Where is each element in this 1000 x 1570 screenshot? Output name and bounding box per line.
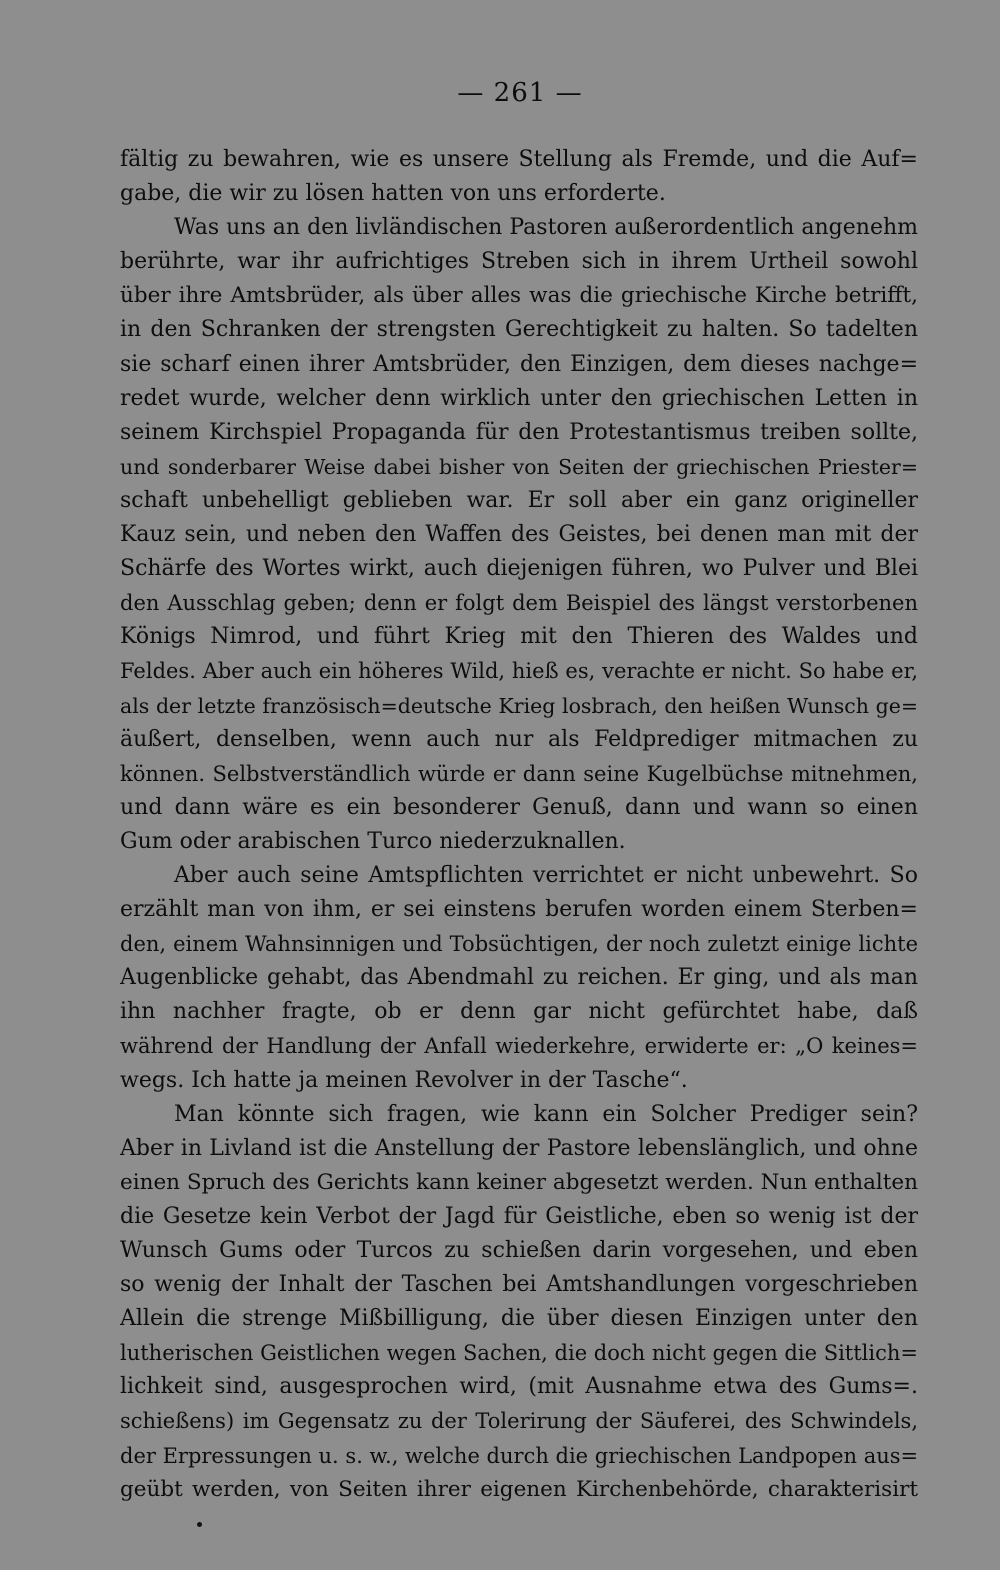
text-line: während der Handlung der Anfall wiederkehre, erwiderte er: „O keines= [120, 1034, 918, 1059]
text-line: schießens) im Gegensatz zu der Tolerirung der Säuferei, des Schwindels, [120, 1409, 918, 1434]
text-line: als der letzte französisch=deutsche Krieg losbrach, den heißen Wunsch ge= [120, 693, 918, 718]
text-line: sie scharf einen ihrer Amtsbrüder, den Einzigen, dem dieses nachge= [120, 351, 918, 377]
text-line: lutherischen Geistlichen wegen Sachen, die doch nicht gegen die Sittlich= [120, 1341, 918, 1366]
text-line: den, einem Wahnsinnigen und Tobsüchtigen, der noch zuletzt einige lichte [120, 932, 918, 957]
ink-speck [197, 1522, 202, 1527]
text-line: Feldes. Aber auch ein höheres Wild, hieß es, verachte er nicht. So habe er, [120, 659, 918, 684]
text-line: berührte, war ihr aufrichtiges Streben sich in ihrem Urtheil sowohl [120, 249, 918, 275]
text-line: Wunsch Gums oder Turcos zu schießen darin vorgesehen, und eben [120, 1238, 918, 1263]
text-line: die Gesetze kein Verbot der Jagd für Geistliche, eben so wenig ist der [120, 1203, 918, 1229]
text-line: Allein die strenge Mißbilligung, die über diesen Einzigen unter den [120, 1306, 918, 1332]
text-line: Gum oder arabischen Turco niederzuknallen. [120, 828, 626, 854]
text-line: Aber in Livland ist die Anstellung der Pastore lebenslänglich, und ohne [120, 1135, 918, 1161]
text-line: fältig zu bewahren, wie es unsere Stellung als Fremde, und die Auf= [120, 147, 918, 172]
text-line: über ihre Amtsbrüder, als über alles was die griechische Kirche betrifft, [120, 283, 918, 309]
page-number: — 261 — [457, 78, 583, 108]
text-line: einen Spruch des Gerichts kann keiner abgesetzt werden. Nun enthalten [120, 1169, 918, 1195]
text-line: geübt werden, von Seiten ihrer eigenen Kirchenbehörde, charakterisirt [120, 1476, 918, 1502]
text-line: schaft unbehelligt geblieben war. Er soll aber ein ganz origineller [120, 487, 918, 513]
text-line: lichkeit sind, ausgesprochen wird, (mit Ausnahme etwa des Gums=. [120, 1374, 918, 1400]
text-line: können. Selbstverständlich würde er dann seine Kugelbüchse mitnehmen, [120, 761, 918, 786]
text-line: gabe, die wir zu lösen hatten von uns erforderte. [120, 181, 666, 207]
text-line: Schärfe des Wortes wirkt, auch diejenigen führen, wo Pulver und Blei [120, 556, 918, 582]
text-line: äußert, denselben, wenn auch nur als Feldprediger mitmachen zu [120, 726, 918, 752]
text-line: Königs Nimrod, und führt Krieg mit den Thieren des Waldes und [120, 624, 918, 650]
text-line: Man könnte sich fragen, wie kann ein Solcher Prediger sein? [174, 1101, 918, 1127]
text-line: Aber auch seine Amtspflichten verrichtet er nicht unbewehrt. So [174, 862, 918, 888]
text-line: der Erpressungen u. s. w., welche durch die griechischen Landpopen aus= [120, 1443, 918, 1468]
text-line: Was uns an den livländischen Pastoren außerordentlich angenehm [174, 215, 918, 241]
text-line: den Ausschlag geben; denn er folgt dem Beispiel des längst verstorbenen [120, 591, 918, 616]
text-line: und dann wäre es ein besonderer Genuß, dann und wann so einen [120, 794, 918, 820]
text-line: in den Schranken der strengsten Gerechtigkeit zu halten. So tadelten [120, 317, 918, 343]
text-line: erzählt man von ihm, er sei einstens berufen worden einem Sterben= [120, 897, 918, 923]
text-line: ihn nachher fragte, ob er denn gar nicht gefürchtet habe, daß [120, 999, 918, 1025]
body-text [120, 143, 918, 1507]
text-line: so wenig der Inhalt der Taschen bei Amtshandlungen vorgeschrieben [120, 1272, 918, 1298]
text-line: Augenblicke gehabt, das Abendmahl zu reichen. Er ging, und als man [120, 965, 918, 991]
text-line: und sonderbarer Weise dabei bisher von Seiten der griechischen Priester= [120, 454, 918, 479]
text-line: redet wurde, welcher denn wirklich unter den griechischen Letten in [120, 385, 918, 411]
text-line: seinem Kirchspiel Propaganda für den Protestantismus treiben sollte, [120, 419, 918, 445]
text-line: Kauz sein, und neben den Waffen des Geistes, bei denen man mit der [120, 522, 918, 548]
text-line: wegs. Ich hatte ja meinen Revolver in der Tasche“. [120, 1067, 688, 1093]
